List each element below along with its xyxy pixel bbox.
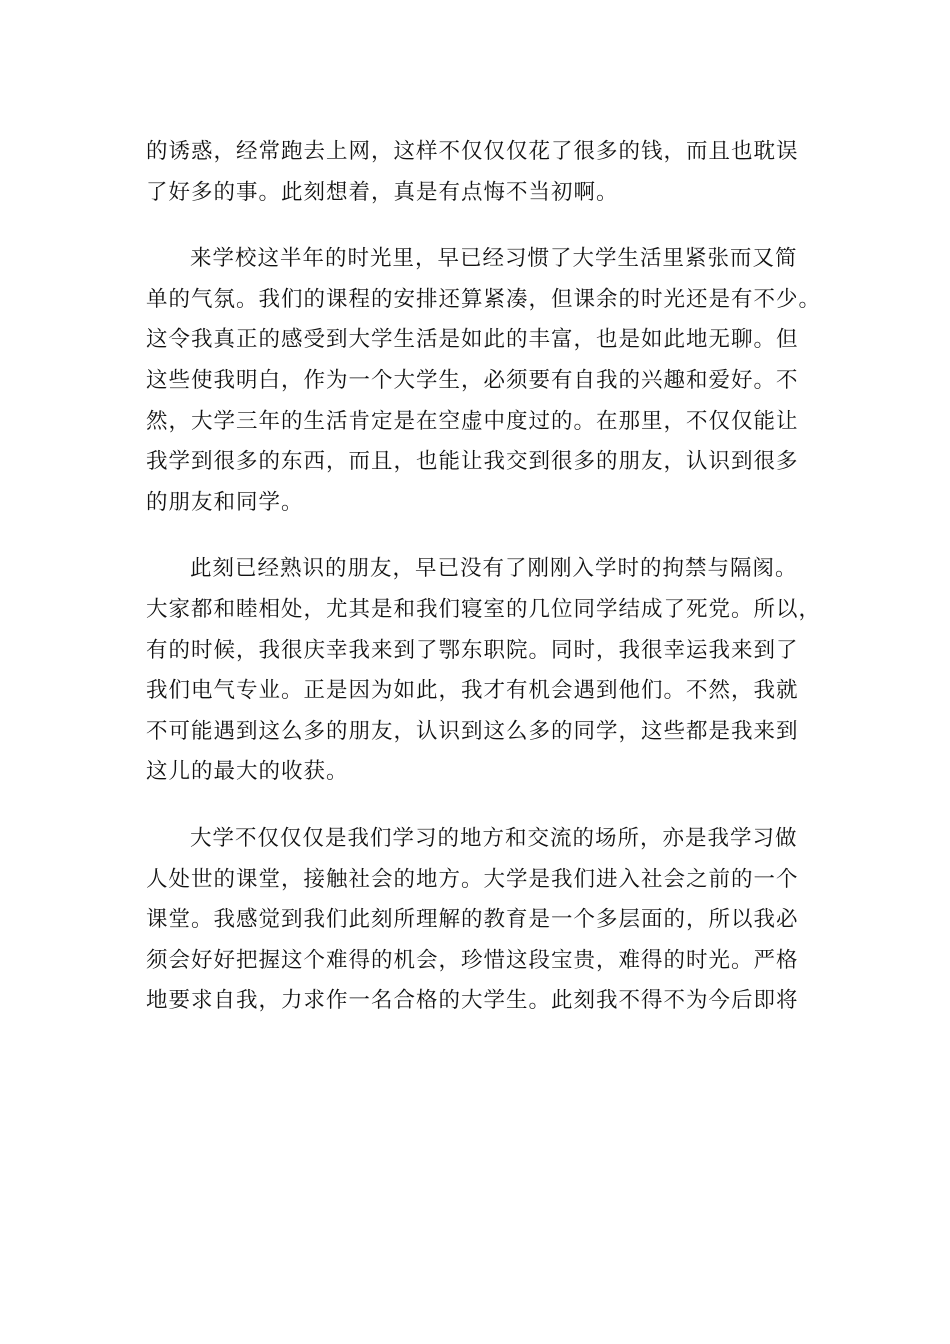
document-body xyxy=(146,132,822,1048)
text-line: 大家都和睦相处，尤其是和我们寝室的几位同学结成了死党。所以， xyxy=(146,596,822,622)
text-line: 我们电气专业。正是因为如此，我才有机会遇到他们。不然，我就 xyxy=(146,678,799,704)
text-line: 人处世的课堂，接触社会的地方。大学是我们进入社会之前的一个 xyxy=(146,866,799,892)
text-line: 单的气氛。我们的课程的安排还算紧凑，但课余的时光还是有不少。 xyxy=(146,286,822,312)
text-line: 课堂。我感觉到我们此刻所理解的教育是一个多层面的，所以我必 xyxy=(146,907,799,933)
text-line: 的朋友和同学。 xyxy=(146,489,304,515)
text-line: 的诱惑，经常跑去上网，这样不仅仅仅花了很多的钱，而且也耽误 xyxy=(146,139,799,164)
text-line: 来学校这半年的时光里，早已经习惯了大学生活里紧张而又简 xyxy=(190,246,798,272)
paragraph-1 xyxy=(146,132,806,213)
paragraph-4 xyxy=(146,819,806,1022)
text-line: 此刻已经熟识的朋友，早已没有了刚刚入学时的拘禁与隔阂。 xyxy=(190,556,798,582)
text-line: 这令我真正的感受到大学生活是如此的丰富，也是如此地无聊。但 xyxy=(146,327,799,353)
paragraph-2 xyxy=(146,239,822,523)
paragraph-3 xyxy=(146,549,822,793)
text-line: 这儿的最大的收获。 xyxy=(146,759,349,785)
text-line: 了好多的事。此刻想着，真是有点悔不当初啊。 xyxy=(146,179,619,205)
text-line: 地要求自我，力求作一名合格的大学生。此刻我不得不为今后即将 xyxy=(146,988,799,1014)
text-line: 大学不仅仅仅是我们学习的地方和交流的场所，亦是我学习做 xyxy=(190,825,798,851)
text-line: 不可能遇到这么多的朋友，认识到这么多的同学，这些都是我来到 xyxy=(146,718,799,744)
text-line: 这些使我明白，作为一个大学生，必须要有自我的兴趣和爱好。不 xyxy=(146,367,799,393)
text-line: 然，大学三年的生活肯定是在空虚中度过的。在那里，不仅仅能让 xyxy=(146,408,799,434)
text-line: 我学到很多的东西，而且，也能让我交到很多的朋友，认识到很多 xyxy=(146,449,799,475)
text-line: 有的时候，我很庆幸我来到了鄂东职院。同时，我很幸运我来到了 xyxy=(146,637,799,663)
text-line: 须会好好把握这个难得的机会，珍惜这段宝贵，难得的时光。严格 xyxy=(146,947,799,973)
